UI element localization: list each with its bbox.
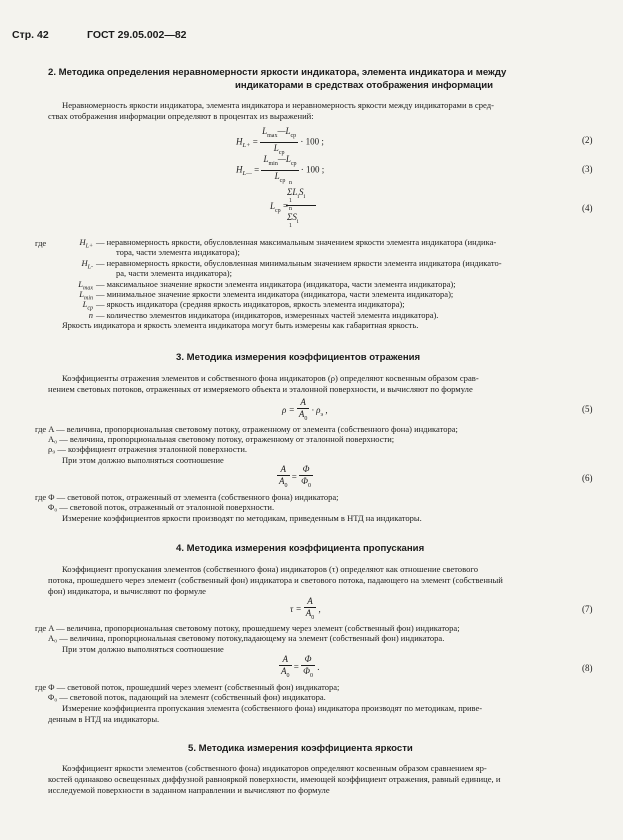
s3-def-4: где Φ — световой поток, отраженный от элемента (собственного фона) индикатора; bbox=[35, 492, 339, 502]
s4-closing: Измерение коэффициента пропускания элемента (собственного фона) индикатора производят по методикам, приве- bbox=[62, 703, 483, 713]
s4-def-3: где Φ — световой поток, прошедший через элемент (собственный фон) индикатора; bbox=[35, 682, 340, 692]
section-5-paragraph: Коэффициент яркости элементов (собственного фона) индикаторов определяют косвенным образом сравнением яр- bbox=[62, 763, 487, 773]
equation-2-number: (2) bbox=[582, 135, 593, 145]
s4-closing-cont: денным в НТД на индикаторы. bbox=[48, 714, 160, 724]
section-3-paragraph: Коэффициенты отражения элементов и собственного фона индикаторов (ρ) определяют косвенным образом срав- bbox=[62, 373, 479, 383]
standard-code: ГОСТ 29.05.002—82 bbox=[87, 29, 187, 41]
equation-2: $H_{L+}$ = $\frac{L_{max}—L_{ср}}{L_{ср}}$ · 100 ; bbox=[236, 126, 324, 156]
definition-row bbox=[40, 310, 610, 320]
definition-text: — минимальное значение яркости элемента индикатора (индикатора, части элемента индикатора); bbox=[96, 288, 454, 299]
section-5-title: 5. Методика измерения коэффициента яркости bbox=[188, 743, 413, 754]
s4-def-2: A₀ — величина, пропорциональная световому потоку,падающему на элемент (собственный фон) индикатора. bbox=[48, 633, 445, 643]
definition-row bbox=[40, 257, 610, 271]
equation-6: $\frac{A}{A_0}$ = $\frac{\Phi}{\Phi_0}$ bbox=[279, 464, 311, 489]
equation-6-number: (6) bbox=[582, 473, 593, 483]
definition-row bbox=[40, 299, 610, 313]
section-5-paragraph-cont-2: исследуемой поверхности в заданном направлении и вычисляют по формуле bbox=[48, 785, 330, 795]
section-4-paragraph: Коэффициент пропускания элементов (собственного фона) индикаторов (τ) определяют как отношение светового bbox=[62, 564, 479, 574]
section-4-paragraph-cont-2: фон) индикатора, и вычисляют по формуле bbox=[48, 586, 206, 596]
definition-text: тора, части элемента индикатора); bbox=[116, 247, 240, 258]
equation-3: $H_{L—}$ = $\frac{L_{min}—L_{ср}}{L_{ср}}$ · 100 ; bbox=[236, 154, 325, 184]
equation-5-number: (5) bbox=[582, 404, 593, 414]
s2-definitions bbox=[40, 237, 610, 320]
definition-symbol: n bbox=[88, 309, 93, 320]
section-3-paragraph-cont: нением световых потоков, отраженных от измеряемого объекта и эталонной поверхности, и вычисляют по формуле bbox=[48, 384, 473, 394]
definition-row bbox=[40, 237, 610, 250]
definition-row bbox=[40, 268, 610, 278]
s3-condition: При этом должно выполняться соотношение bbox=[62, 455, 224, 465]
definition-text: — количество элементов индикатора (индикаторов, измеренных частей элемента индикатора). bbox=[96, 309, 439, 320]
page-number: Стр. 42 bbox=[12, 29, 49, 41]
definition-row bbox=[40, 288, 610, 302]
s4-def-4: Φ₀ — световой поток, падающий на элемент (собственный фон) индикатора. bbox=[48, 692, 326, 702]
s4-condition: При этом должно выполняться соотношение bbox=[62, 644, 224, 654]
section-2-paragraph-cont: ствах отображения информации определяют в процентах из выражений: bbox=[48, 111, 314, 121]
definition-text: — неравномерность яркости, обусловленная максимальным значением яркости элемента индикатора (индика- bbox=[96, 237, 497, 247]
definition-text: ра, части элемента индикатора); bbox=[116, 268, 232, 279]
equation-4-number: (4) bbox=[582, 203, 593, 213]
equation-3-number: (3) bbox=[582, 164, 593, 174]
s4-def-1: где A — величина, пропорциональная световому потоку, прошедшему через элемент (собственный фон) индикатора; bbox=[35, 623, 460, 633]
section-2-title: 2. Методика определения неравномерности яркости индикатора, элемента индикатора и между bbox=[48, 67, 507, 78]
section-4-title: 4. Методика измерения коэффициента пропускания bbox=[176, 543, 425, 554]
definition-text: — максимальное значение яркости элемента индикатора (индикатора, части элемента индикатора); bbox=[96, 278, 456, 289]
equation-8-number: (8) bbox=[582, 663, 593, 673]
s3-def-1: где A — величина, пропорциональная световому потоку, отраженному от элемента (собственного фона) индикатора; bbox=[35, 424, 458, 434]
where-label: где bbox=[35, 238, 47, 248]
equation-5: ρ = $\frac{A}{A_0}$ · $\rho_э$ , bbox=[282, 397, 328, 422]
definition-symbol: $H_{L-}$ bbox=[81, 257, 93, 271]
section-2-paragraph: Неравномерность яркости индикатора, элемента индикатора и неравномерность яркости между индикаторами в сред- bbox=[62, 100, 494, 110]
equation-7: τ = $\frac{A}{A_0}$ , bbox=[290, 596, 321, 621]
definition-row bbox=[40, 247, 610, 257]
s3-def-3: ρ₉ — коэффициент отражения эталонной поверхности. bbox=[48, 444, 248, 454]
equation-7-number: (7) bbox=[582, 604, 593, 614]
section-2-title-cont: индикаторами в средствах отображения информации bbox=[235, 80, 493, 91]
section-5-paragraph-cont-1: костей одинаково освещенных диффузной равнояркой поверхности, имеющей коэффициент отражения, равный единице, и bbox=[48, 774, 501, 784]
s3-def-5: Φ₀ — световой поток, отраженный от эталонной поверхности. bbox=[48, 502, 275, 512]
s3-closing: Измерение коэффициентов яркости производят по методикам, приведенным в НТД на индикаторы. bbox=[62, 513, 422, 523]
s3-def-2: A₀ — величина, пропорциональная световому потоку, отраженному от эталонной поверхности; bbox=[48, 434, 395, 444]
definition-symbol: $H_{L+}$ bbox=[79, 237, 93, 250]
definition-row bbox=[40, 278, 610, 292]
s2-closing: Яркость индикатора и яркость элемента индикатора могут быть измерены как габаритная яркость. bbox=[62, 320, 419, 330]
section-3-title: 3. Методика измерения коэффициентов отражения bbox=[176, 352, 421, 363]
definition-symbol: $L_{min}$ bbox=[79, 288, 93, 302]
definition-text: — яркость индикатора (средняя яркость индикаторов, яркость элемента индикатора); bbox=[96, 299, 405, 310]
definition-symbol: $L_{ср}$ bbox=[82, 299, 93, 313]
definition-symbol: $L_{max}$ bbox=[78, 278, 93, 292]
section-4-paragraph-cont-1: потока, прошедшего через элемент (собственный фон) индикатора и светового потока, падающего на элемент (собственный bbox=[48, 575, 503, 585]
equation-4: $L_{ср}$ = n $\Sigma L_iS_i$ 1 n $\Sigma S_i$ 1 bbox=[270, 180, 350, 232]
definition-text: — неравномерность яркости, обусловленная минимальным значением яркости элемента индикатора (индикато- bbox=[96, 257, 502, 268]
equation-8: $\frac{A}{A_0}$ = $\frac{\Phi}{\Phi_0}$ . bbox=[281, 654, 320, 679]
